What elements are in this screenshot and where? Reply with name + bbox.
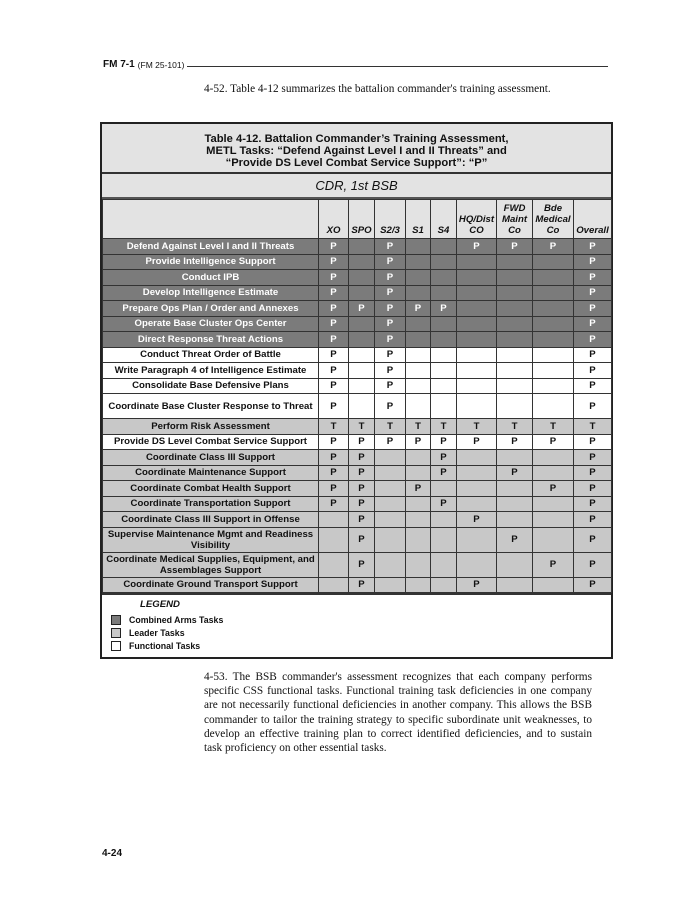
column-header-line: Co	[508, 225, 521, 236]
rating-cell	[431, 254, 457, 270]
table-title-line: Table 4-12. Battalion Commander’s Training Assessment,	[204, 133, 509, 145]
task-name: Prepare Ops Plan / Order and Annexes	[103, 301, 319, 317]
task-name: Provide DS Level Combat Service Support	[103, 434, 319, 450]
rating-cell: P	[533, 434, 574, 450]
rating-cell: P	[319, 239, 349, 255]
column-header-line: CO	[469, 225, 484, 236]
page-number: 4-24	[102, 848, 123, 859]
rating-cell	[406, 332, 431, 348]
rating-cell: P	[349, 465, 375, 481]
rating-cell	[457, 363, 497, 379]
rating-cell: P	[319, 434, 349, 450]
rating-cell	[406, 285, 431, 301]
legend	[102, 593, 611, 657]
rating-cell	[431, 527, 457, 552]
rating-cell: T	[406, 419, 431, 435]
column-header-line: Bde	[543, 203, 563, 214]
rating-cell	[497, 552, 533, 577]
rating-cell: P	[349, 301, 375, 317]
rating-cell: P	[349, 481, 375, 497]
column-header	[533, 200, 574, 239]
rating-cell	[406, 347, 431, 363]
rating-cell: P	[375, 270, 406, 286]
rating-cell	[497, 481, 533, 497]
rating-cell: T	[574, 419, 612, 435]
rating-cell	[457, 254, 497, 270]
rating-cell	[457, 450, 497, 466]
column-header-line: FWD	[503, 203, 526, 214]
rating-cell	[406, 254, 431, 270]
assessment-grid	[102, 199, 612, 593]
column-header-line: S2/3	[380, 225, 400, 236]
rating-cell: P	[533, 239, 574, 255]
rating-cell: T	[319, 419, 349, 435]
rating-cell	[431, 347, 457, 363]
rating-cell: P	[349, 512, 375, 528]
column-header	[457, 200, 497, 239]
column-header-line: S4	[437, 225, 450, 236]
task-name: Write Paragraph 4 of Intelligence Estimate	[103, 363, 319, 379]
rating-cell: P	[319, 332, 349, 348]
rating-cell	[406, 512, 431, 528]
table-row	[103, 481, 612, 497]
legend-label: Functional Tasks	[129, 640, 201, 651]
rating-cell	[457, 347, 497, 363]
task-name: Supervise Maintenance Mgmt and Readiness Visibility	[103, 527, 319, 552]
legend-label: Leader Tasks	[129, 627, 185, 638]
rating-cell	[497, 577, 533, 593]
column-header-line: XO	[326, 225, 341, 236]
task-name: Coordinate Ground Transport Support	[103, 577, 319, 593]
rating-cell	[533, 347, 574, 363]
table-row	[103, 363, 612, 379]
rating-cell	[533, 527, 574, 552]
rating-cell	[349, 378, 375, 394]
rating-cell: P	[319, 254, 349, 270]
rating-cell	[319, 552, 349, 577]
rating-cell: P	[533, 481, 574, 497]
legend-title: LEGEND	[140, 599, 180, 610]
rating-cell	[375, 450, 406, 466]
rating-cell	[375, 527, 406, 552]
legend-item-leader	[111, 626, 611, 639]
rating-cell: P	[574, 577, 612, 593]
rating-cell: P	[319, 316, 349, 332]
rating-cell: P	[375, 285, 406, 301]
column-header-line: Maint	[501, 214, 528, 225]
task-name: Coordinate Class III Support	[103, 450, 319, 466]
rating-cell: P	[457, 577, 497, 593]
rating-cell	[375, 481, 406, 497]
rating-cell	[431, 481, 457, 497]
rating-cell	[406, 378, 431, 394]
rating-cell: P	[497, 527, 533, 552]
rating-cell: P	[319, 363, 349, 379]
rating-cell: T	[533, 419, 574, 435]
rating-cell	[533, 254, 574, 270]
table-title	[102, 124, 611, 174]
rating-cell	[406, 450, 431, 466]
column-header-row	[103, 200, 612, 239]
rating-cell: P	[319, 285, 349, 301]
table-title-line: METL Tasks: “Defend Against Level I and II Threats” and	[206, 145, 507, 158]
rating-cell: P	[349, 527, 375, 552]
table-row	[103, 332, 612, 348]
rating-cell	[319, 577, 349, 593]
rating-cell	[375, 496, 406, 512]
rating-cell: P	[574, 496, 612, 512]
rating-cell	[319, 512, 349, 528]
rating-cell	[457, 394, 497, 419]
rating-cell	[497, 512, 533, 528]
column-header	[431, 200, 457, 239]
rating-cell: P	[574, 527, 612, 552]
column-header-line: Overall	[576, 225, 609, 236]
functional-swatch-icon	[111, 641, 121, 651]
rating-cell: P	[375, 434, 406, 450]
rating-cell	[497, 270, 533, 286]
task-name: Coordinate Maintenance Support	[103, 465, 319, 481]
rating-cell: P	[375, 394, 406, 419]
legend-label: Combined Arms Tasks	[129, 614, 224, 625]
column-header-line: Medical	[535, 214, 571, 225]
rating-cell	[533, 577, 574, 593]
rating-cell: P	[406, 434, 431, 450]
rating-cell	[457, 481, 497, 497]
rating-cell: T	[497, 419, 533, 435]
rating-cell	[375, 465, 406, 481]
task-name: Coordinate Medical Supplies, Equipment, and Assemblages Support	[103, 552, 319, 577]
manual-number: FM 7-1	[103, 59, 135, 70]
table-row	[103, 527, 612, 552]
rating-cell	[533, 378, 574, 394]
rating-cell: P	[497, 434, 533, 450]
task-name: Consolidate Base Defensive Plans	[103, 378, 319, 394]
rating-cell	[375, 512, 406, 528]
paragraph-4-52: 4-52. Table 4-12 summarizes the battalion commander's training assessment.	[204, 83, 551, 95]
rating-cell	[533, 332, 574, 348]
rating-cell	[375, 577, 406, 593]
table-row	[103, 270, 612, 286]
table-row	[103, 285, 612, 301]
rating-cell	[533, 394, 574, 419]
task-name: Operate Base Cluster Ops Center	[103, 316, 319, 332]
rating-cell	[406, 577, 431, 593]
rating-cell	[431, 378, 457, 394]
rating-cell: P	[574, 465, 612, 481]
running-head	[103, 56, 608, 70]
table-row	[103, 254, 612, 270]
rating-cell: P	[457, 434, 497, 450]
table-row	[103, 301, 612, 317]
rating-cell: P	[431, 450, 457, 466]
rating-cell: P	[574, 270, 612, 286]
rating-cell	[431, 552, 457, 577]
rating-cell	[533, 270, 574, 286]
rating-cell	[533, 301, 574, 317]
rating-cell	[375, 552, 406, 577]
task-name: Direct Response Threat Actions	[103, 332, 319, 348]
rating-cell: P	[319, 394, 349, 419]
rating-cell	[457, 465, 497, 481]
task-name: Conduct Threat Order of Battle	[103, 347, 319, 363]
rating-cell	[431, 332, 457, 348]
column-header	[375, 200, 406, 239]
rating-cell	[406, 363, 431, 379]
table-row	[103, 577, 612, 593]
table-row	[103, 394, 612, 419]
rating-cell	[349, 394, 375, 419]
task-rows	[103, 239, 612, 593]
rating-cell	[457, 301, 497, 317]
column-header-line: S1	[412, 225, 424, 236]
rating-cell: P	[406, 481, 431, 497]
rating-cell: P	[574, 481, 612, 497]
rating-cell	[533, 316, 574, 332]
rating-cell: P	[497, 239, 533, 255]
rating-cell	[319, 527, 349, 552]
task-name: Conduct IPB	[103, 270, 319, 286]
leader-swatch-icon	[111, 628, 121, 638]
rating-cell: T	[375, 419, 406, 435]
rating-cell: P	[319, 450, 349, 466]
rating-cell: P	[375, 316, 406, 332]
rating-cell: T	[431, 419, 457, 435]
rating-cell	[349, 363, 375, 379]
table-title-line: “Provide DS Level Combat Service Support”: “P”	[225, 157, 488, 170]
paragraph-4-53: 4-53. The BSB commander's assessment recognizes that each company performs specific CSS functional tasks. Functional training task deficiencies in one company are not necessarily functional deficiencies in another company. This allows the BSB commander to tailor the training strategy to specific subordinate unit weaknesses, to develop an effective training plan to correct identified deficiencies, and to sustain task proficiency on other essential tasks.	[204, 671, 592, 755]
rating-cell: P	[319, 496, 349, 512]
rating-cell	[349, 347, 375, 363]
rating-cell	[457, 285, 497, 301]
table-row	[103, 316, 612, 332]
rating-cell	[457, 552, 497, 577]
training-assessment-table	[100, 122, 613, 659]
rating-cell	[406, 316, 431, 332]
table-row	[103, 450, 612, 466]
rating-cell: P	[319, 301, 349, 317]
task-column-header	[103, 200, 319, 239]
rating-cell	[349, 254, 375, 270]
rating-cell: P	[574, 301, 612, 317]
rating-cell: P	[431, 465, 457, 481]
rating-cell	[533, 363, 574, 379]
rating-cell: P	[574, 378, 612, 394]
rating-cell	[533, 465, 574, 481]
rating-cell	[431, 270, 457, 286]
rating-cell	[349, 270, 375, 286]
rating-cell: P	[574, 239, 612, 255]
rating-cell	[406, 552, 431, 577]
rating-cell	[497, 394, 533, 419]
rating-cell	[431, 239, 457, 255]
task-name: Coordinate Base Cluster Response to Threat	[103, 394, 319, 419]
rating-cell	[497, 450, 533, 466]
rating-cell	[533, 512, 574, 528]
rating-cell: P	[431, 434, 457, 450]
rating-cell	[349, 239, 375, 255]
table-row	[103, 347, 612, 363]
column-header-line: Co	[546, 225, 560, 236]
rating-cell	[431, 512, 457, 528]
rating-cell: P	[574, 254, 612, 270]
legend-item-functional	[111, 639, 611, 652]
rating-cell: P	[349, 496, 375, 512]
rating-cell: P	[457, 512, 497, 528]
rating-cell: P	[375, 332, 406, 348]
rating-cell	[349, 285, 375, 301]
rating-cell	[406, 270, 431, 286]
rating-cell: P	[533, 552, 574, 577]
combined-arms-swatch-icon	[111, 615, 121, 625]
task-name: Coordinate Transportation Support	[103, 496, 319, 512]
column-header-line: HQ/Dist	[458, 214, 495, 225]
rating-cell: P	[574, 316, 612, 332]
rating-cell	[349, 332, 375, 348]
rating-cell	[431, 285, 457, 301]
rating-cell	[497, 316, 533, 332]
rating-cell	[431, 316, 457, 332]
rating-cell: P	[349, 450, 375, 466]
table-row	[103, 434, 612, 450]
rating-cell: P	[349, 577, 375, 593]
rating-cell: P	[319, 270, 349, 286]
task-name: Coordinate Class III Support in Offense	[103, 512, 319, 528]
rating-cell: P	[574, 434, 612, 450]
rating-cell	[497, 254, 533, 270]
rating-cell	[431, 363, 457, 379]
rating-cell: P	[457, 239, 497, 255]
rating-cell: P	[375, 378, 406, 394]
rating-cell: P	[375, 301, 406, 317]
task-name: Develop Intelligence Estimate	[103, 285, 319, 301]
rating-cell	[533, 496, 574, 512]
table-row	[103, 512, 612, 528]
rating-cell	[431, 394, 457, 419]
table-row	[103, 378, 612, 394]
rating-cell: P	[375, 254, 406, 270]
column-header	[406, 200, 431, 239]
rating-cell	[457, 527, 497, 552]
rating-cell: P	[375, 347, 406, 363]
rating-cell: P	[574, 512, 612, 528]
column-header	[319, 200, 349, 239]
rating-cell	[497, 285, 533, 301]
rating-cell	[457, 496, 497, 512]
rating-cell: P	[349, 434, 375, 450]
column-header-line: SPO	[351, 225, 372, 236]
rating-cell	[497, 347, 533, 363]
rating-cell	[497, 301, 533, 317]
table-row	[103, 419, 612, 435]
rating-cell	[497, 496, 533, 512]
rating-cell: P	[497, 465, 533, 481]
rating-cell: P	[431, 496, 457, 512]
column-header	[349, 200, 375, 239]
rating-cell: P	[431, 301, 457, 317]
rating-cell	[431, 577, 457, 593]
rating-cell	[457, 332, 497, 348]
rating-cell	[406, 496, 431, 512]
rating-cell: P	[375, 363, 406, 379]
column-header	[497, 200, 533, 239]
rating-cell: T	[457, 419, 497, 435]
superseded-manual: (FM 25-101)	[137, 60, 185, 70]
rating-cell: P	[319, 465, 349, 481]
rating-cell: P	[319, 481, 349, 497]
table-row	[103, 239, 612, 255]
rating-cell	[457, 316, 497, 332]
rating-cell: P	[574, 552, 612, 577]
rating-cell	[406, 465, 431, 481]
column-header	[574, 200, 612, 239]
rating-cell	[497, 332, 533, 348]
rating-cell: P	[574, 450, 612, 466]
rating-cell: P	[574, 285, 612, 301]
table-row	[103, 552, 612, 577]
assessor-row: CDR, 1st BSB	[102, 174, 611, 199]
task-name: Provide Intelligence Support	[103, 254, 319, 270]
rating-cell: P	[574, 332, 612, 348]
rating-cell: P	[375, 239, 406, 255]
rating-cell: P	[406, 301, 431, 317]
rating-cell	[349, 316, 375, 332]
rating-cell: T	[349, 419, 375, 435]
task-name: Defend Against Level I and II Threats	[103, 239, 319, 255]
rating-cell	[457, 270, 497, 286]
rating-cell	[406, 239, 431, 255]
rating-cell: P	[319, 378, 349, 394]
rating-cell	[497, 363, 533, 379]
rating-cell	[457, 378, 497, 394]
rating-cell: P	[319, 347, 349, 363]
header-rule	[187, 66, 608, 67]
rating-cell	[533, 285, 574, 301]
rating-cell	[406, 394, 431, 419]
rating-cell: P	[574, 347, 612, 363]
rating-cell	[497, 378, 533, 394]
table-row	[103, 496, 612, 512]
rating-cell: P	[349, 552, 375, 577]
task-name: Perform Risk Assessment	[103, 419, 319, 435]
rating-cell: P	[574, 363, 612, 379]
rating-cell: P	[574, 394, 612, 419]
rating-cell	[406, 527, 431, 552]
rating-cell	[533, 450, 574, 466]
legend-item-combined-arms	[111, 613, 611, 626]
task-name: Coordinate Combat Health Support	[103, 481, 319, 497]
table-row	[103, 465, 612, 481]
